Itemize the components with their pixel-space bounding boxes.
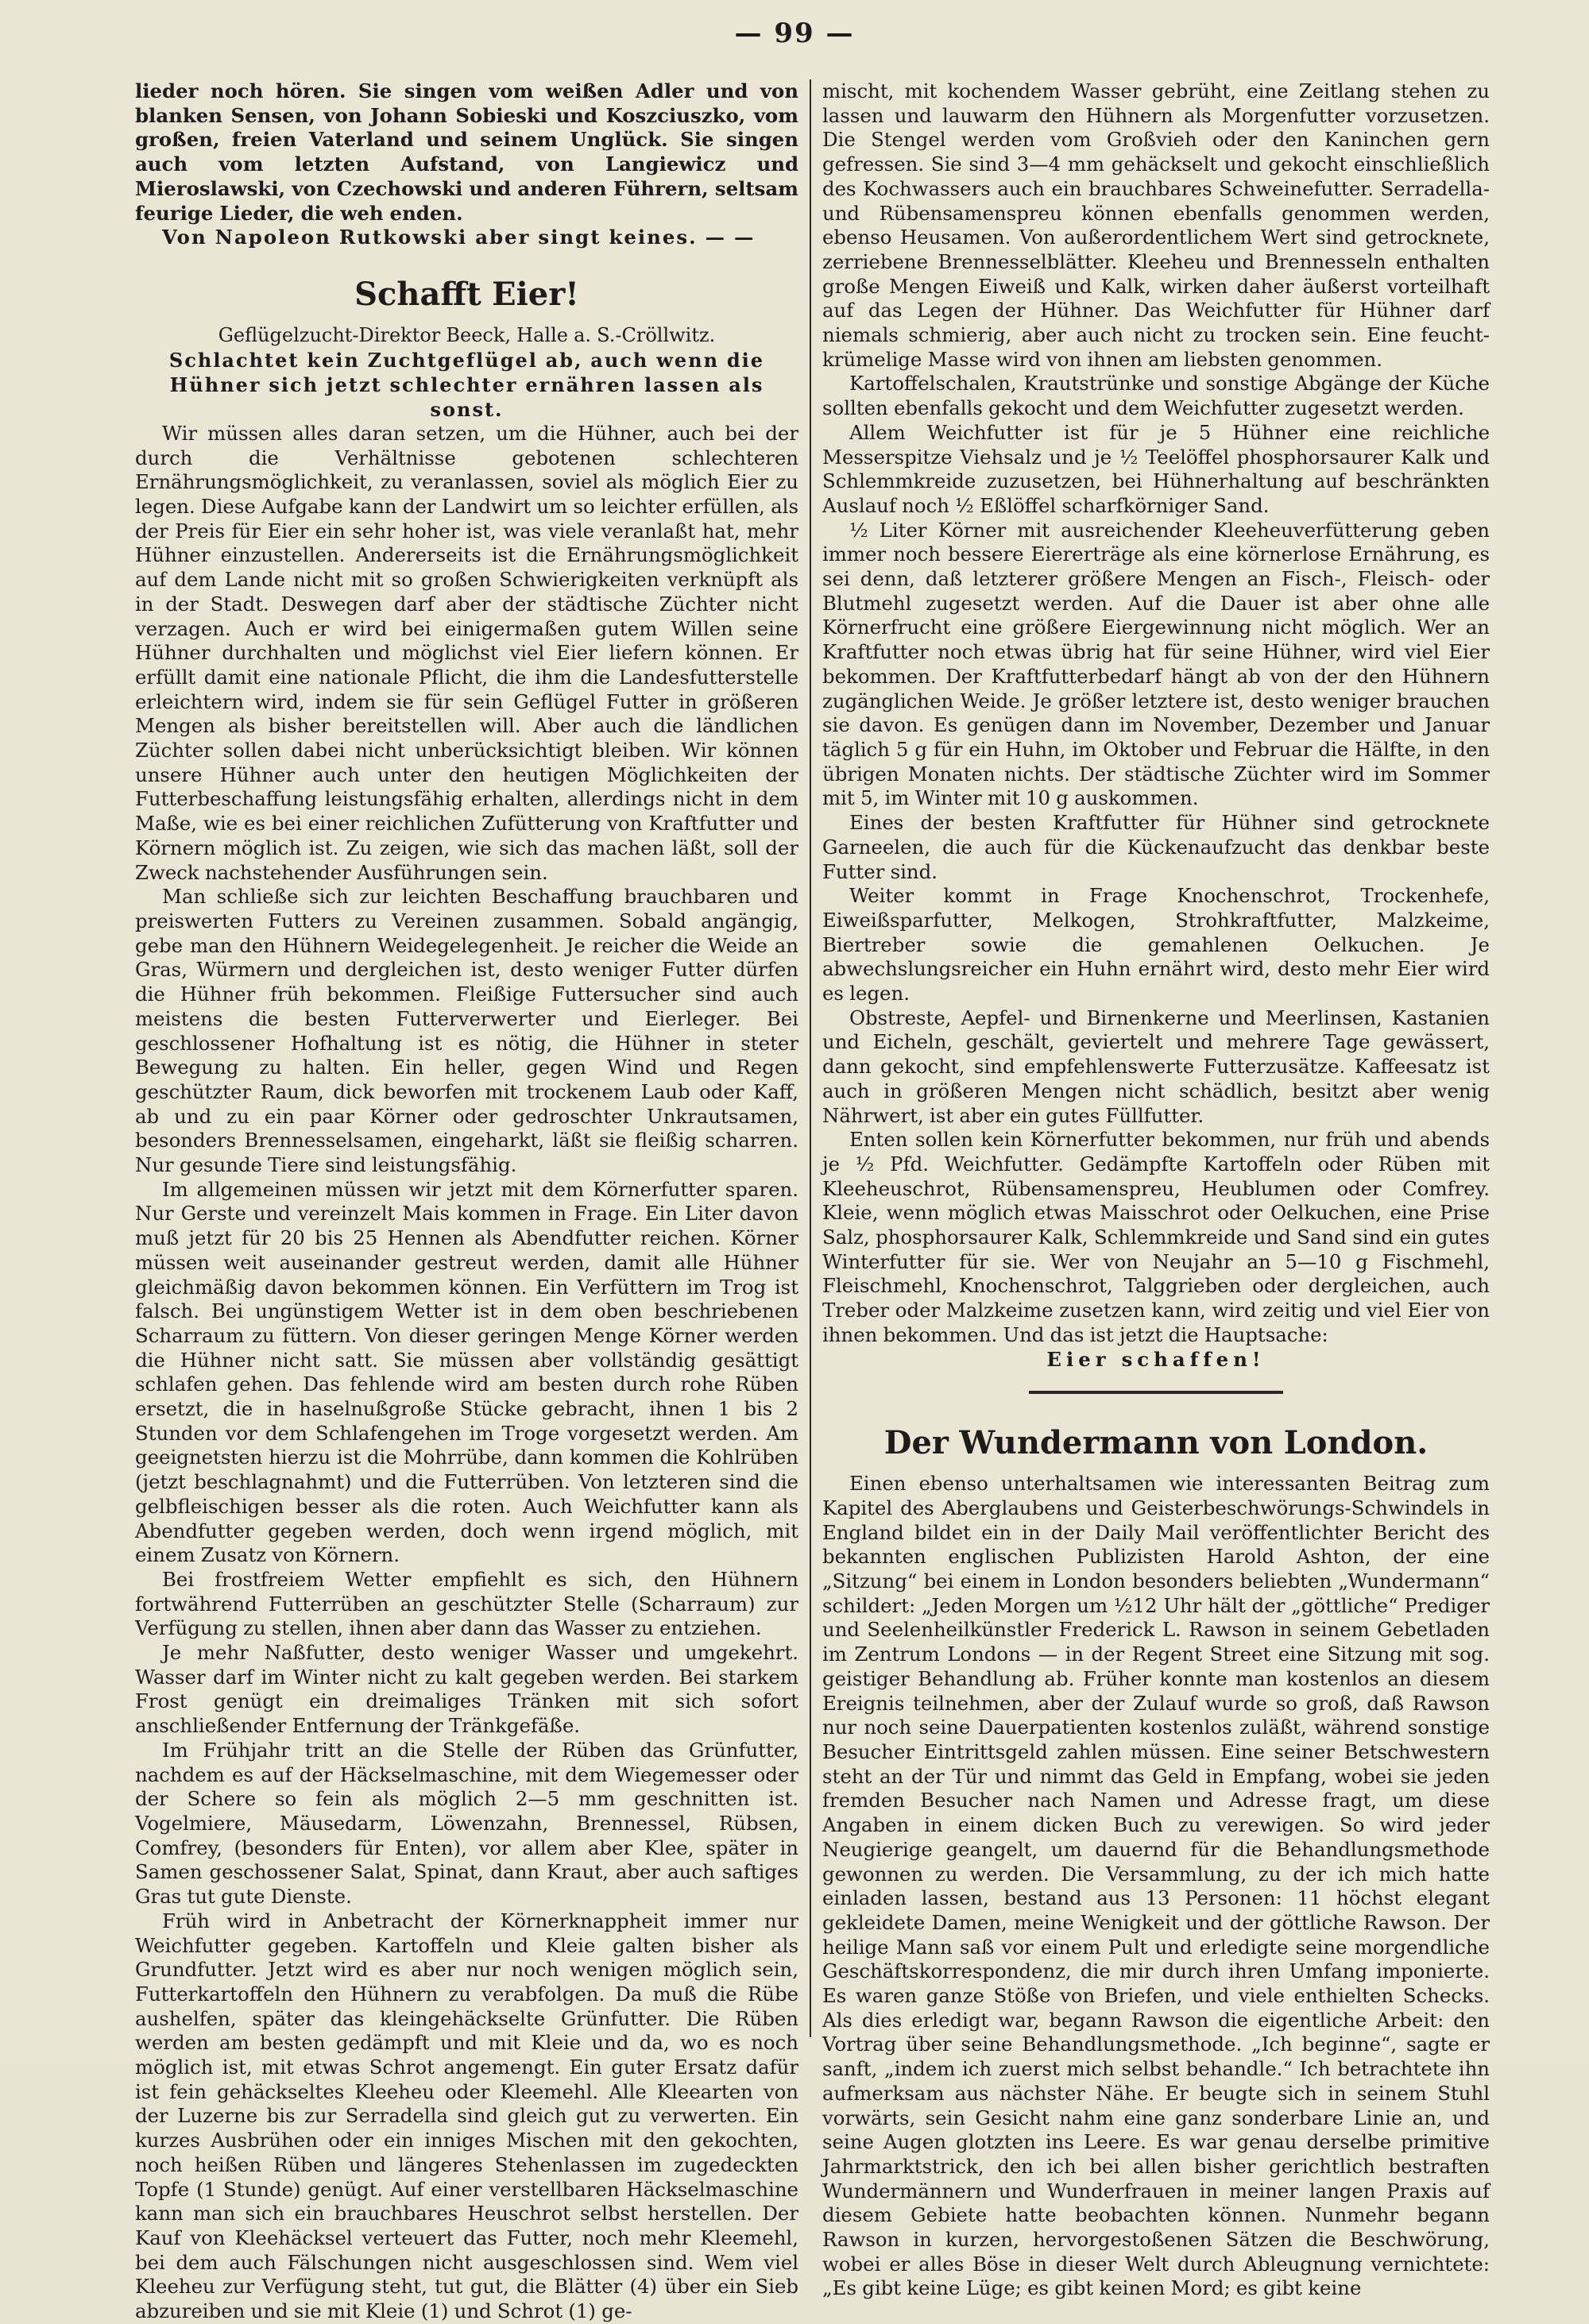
article-lead: Schlachtet kein Zuchtgeflügel ab, auch wenn die Hühner sich jetzt schlechter ernähren lassen als sonst. (168, 348, 765, 421)
page-number: — 99 — (734, 17, 855, 49)
closing-line: Eier schaffen! (1046, 1347, 1266, 1371)
intro-paragraph: lieder noch hören. Sie singen vom weißen Adler und von blanken Sensen, von Johann Sobieski und Koszciuszko, vom großen, freien Vaterland und seinem Unglück. Sie singen auch vom letzten Aufstand, von Langiewicz und Mieroslawski, von Czechowski und anderen Führern, seltsam feurige Lieder, die weh enden. (135, 79, 798, 225)
article-paragraph: Früh wird in Anbetracht der Körnerknappheit immer nur Weichfutter gegeben. Kartoffeln und Kleie galten bisher als Grundfutter. Jetzt wird es aber nur noch wenigen möglich sein, Futterkartoffeln den Hühnern zu verabfolgen. Da muß die Rübe aushelfen, später das kleingehäckselte Grünfutter. Die Rüben werden am besten gedämpft und mit Kleie und da, wo es noch möglich ist, mit etwas Schrot angemengt. Ein guter Ersatz dafür ist fein gehäckseltes Kleeheu oder Kleemehl. Alle Kleearten von der Luzerne bis zur Serradella sind gleich gut zu verwerten. Ein kurzes Ausbrühen oder ein inniges Mischen mit den gekochten, noch heißen Rüben und längeres Stehenlassen im zugedeckten Topfe (1 Stunde) genügt. Auf einer verstellbaren Häckselmaschine kann man sich ein brauchbares Heuschrot selbst herstellen. Der Kauf von Kleehäcksel verteuert das Futter, noch mehr Kleemehl, bei dem auch Fälschungen nicht ausgeschlossen sind. Wem viel Kleeheu zur Verfügung steht, tut gut, die Blätter (4) über ein Sieb abzureiben und sie mit Kleie (1) und Schrot (1) ge- (135, 1909, 798, 2323)
continuation-paragraph: Weiter kommt in Frage Knochenschrot, Trockenhefe, Eiweißsparfutter, Melkogen, Strohkraftfutter, Malzkeime, Biertreber sowie die gemahlenen Oelkuchen. Je abwechslungsreicher ein Huhn ernährt wird, desto mehr Eier wird es legen. (822, 884, 1490, 1006)
article-paragraph: Wir müssen alles daran setzen, um die Hühner, auch bei der durch die Verhältnisse gebotenen schlechteren Ernährungsmöglichkeit, zu veranlassen, soviel als möglich Eier zu legen. Diese Aufgabe kann der Landwirt um so leichter erfüllen, als der Preis für Eier ein sehr hoher ist, was viele veranlaßt hat, mehr Hühner einzustellen. Andererseits ist die Ernährungsmöglichkeit auf dem Lande nicht mit so großen Schwierigkeiten verknüpft als in der Stadt. Deswegen darf aber der städtische Züchter nicht verzagen. Auch er wird bei einigermaßen gutem Willen seine Hühner durchhalten und möglichst viel Eier liefern können. Er erfüllt damit eine nationale Pflicht, die ihm die Landesfutterstelle erleichtern wird, indem sie für sein Geflügel Futter in größeren Mengen als bisher bereitstellen will. Aber auch die ländlichen Züchter sollen dabei nicht unberücksichtigt bleiben. Wir können unsere Hühner auch unter den heutigen Möglichkeiten der Futterbeschaffung leistungsfähig erhalten, allerdings nicht in dem Maße, wie es bei einer reichlichen Zufütterung von Kraftfutter und Körnern möglich ist. Zu zeigen, wie sich das machen läßt, soll der Zweck nachstehender Ausführungen sein. (135, 421, 798, 884)
continuation-paragraph: Eines der besten Kraftfutter für Hühner sind getrocknete Garneelen, die auch für die Kückenaufzucht das denkbar beste Futter sind. (822, 811, 1490, 883)
intro-paragraph-end: Von Napoleon Rutkowski aber singt keines. — — (162, 226, 756, 249)
continuation-paragraph: Allem Weichfutter ist für je 5 Hühner eine reichliche Messerspitze Viehsalz und je ½ Teelöffel phosphorsaurer Kalk und Schlemmkreide zuzusetzen, bei Hühnerhaltung auf beschränkten Auslauf noch ½ Eßlöffel scharfkörniger Sand. (822, 420, 1490, 517)
article-byline: Geflügelzucht-Direktor Beeck, Halle a. S.-Cröllwitz. (218, 323, 716, 346)
article-paragraph: Bei frostfreiem Wetter empfiehlt es sich, den Hühnern fortwährend Futterrüben an geschützter Stelle (Scharraum) zur Verfügung zu stellen, ihnen aber dann das Wasser zu entziehen. (135, 1567, 798, 1640)
continuation-paragraph: Enten sollen kein Körnerfutter bekommen, nur früh und abends je ½ Pfd. Weichfutter. Gedämpfte Kartoffeln oder Rüben mit Kleeheuschrot, Rübensamenspreu, Heublumen oder Comfrey. Kleie, wenn möglich etwas Maisschrot oder Oelkuchen, eine Prise Salz, phosphorsaurer Kalk, Schlemmkreide und Sand sind ein gutes Winterfutter für sie. Wer von Neujahr an 5—10 g Fischmehl, Fleischmehl, Knochenschrot, Talggrieben oder dergleichen, auch Treber oder Malzkeime zusetzen kann, wird zeitig und viel Eier von ihnen bekommen. Und das ist jetzt die Hauptsache: (822, 1128, 1490, 1346)
article-paragraph: Je mehr Naßfutter, desto weniger Wasser und umgekehrt. Wasser darf im Winter nicht zu kalt gegeben werden. Bei starkem Frost genügt ein dreimaliges Tränken mit sich sofort anschließender Entfernung der Tränkgefäße. (135, 1641, 798, 1738)
continuation-paragraph: Kartoffelschalen, Krautstrünke und sonstige Abgänge der Küche sollten ebenfalls gekocht und dem Weichfutter zugesetzt werden. (822, 372, 1490, 420)
right-column (822, 79, 1490, 2300)
continuation-paragraph: Obstreste, Aepfel- und Birnenkerne und Meerlinsen, Kastanien und Eicheln, geschält, geviertelt und mehrere Tage gewässert, dann gekocht, sind empfehlenswerte Futterzusätze. Kaffeesatz ist auch in größeren Mengen nicht schädlich, besitzt aber wenig Nährwert, ist aber ein gutes Füllfutter. (822, 1006, 1490, 1127)
article-title-schafft-eier: Schafft Eier! (354, 275, 579, 313)
article-title-wundermann: Der Wundermann von London. (883, 1424, 1429, 1462)
article-paragraph: Man schließe sich zur leichten Beschaffung brauchbaren und preiswerten Futters zu Vereinen zusammen. Sobald angängig, gebe man den Hühnern Weidegelegenheit. Je reicher die Weide an Gras, Würmern und dergleichen ist, desto weniger Futter dürfen die Hühner früh bekommen. Fleißige Futtersucher sind auch meistens die besten Futterverwerter und Eierleger. Bei geschlossener Hofhaltung ist es nötig, die Hühner in steter Bewegung zu halten. Ein heller, gegen Wind und Regen geschützter Raum, dick beworfen mit trockenem Laub oder Kaff, ab und zu ein paar Körner oder gedroschter Unkrautsamen, besonders Brennesselsamen, eingeharkt, läßt sie fleißig scharren. Nur gesunde Tiere sind leistungsfähig. (135, 885, 798, 1177)
article-paragraph: Einen ebenso unterhaltsamen wie interessanten Beitrag zum Kapitel des Aberglaubens und Geisterbeschwörungs-Schwindels in England bildet ein in der Daily Mail veröffentlichter Bericht des bekannten englischen Publizisten Harold Ashton, der eine „Sitzung“ bei einem in London besonders beliebten „Wundermann“ schildert: „Jeden Morgen um ½12 Uhr hält der „göttliche“ Prediger und Seelenheilkünstler Frederick L. Rawson in seinem Gebetladen im Zentrum Londons — in der Regent Street eine Sitzung mit sog. geistiger Behandlung ab. Früher konnte man kostenlos an diesem Ereignis teilnehmen, aber der Zulauf wurde so groß, daß Rawson nur noch seine Dauerpatienten kostenlos zuläßt, während sonstige Besucher Eintrittsgeld zahlen müssen. Eine seiner Betschwestern steht an der Tür und nimmt das Geld in Empfang, wobei sie jeden fremden Besucher nach Namen und Adresse fragt, um diese Angaben in einem dicken Buch zu verewigen. So wird jeder Neugierige geangelt, um dauernd für die Behandlungsmethode gewonnen zu werden. Die Versammlung, zu der ich mich hatte einladen lassen, bestand aus 13 Personen: 11 höchst elegant gekleidete Damen, meine Wenigkeit und der göttliche Rawson. Der heilige Mann saß vor einem Pult und erledigte seine morgendliche Geschäftskorrespondenz, die mir durch ihren Umfang imponierte. Es waren ganze Stöße von Briefen, und viele enthielten Schecks. Als dies erledigt war, begann Rawson die eigentliche Arbeit: den Vortrag über seine Behandlungsmethode. „Ich beginne“, sagte er sanft, „indem ich zuerst mich selbst behandle.“ Ich betrachtete ihn aufmerksam aus nächster Nähe. Er beugte sich in seinem Stuhl vorwärts, sein Gesicht nahm eine ganz sonderbare Linie an, und seine Augen glotzten ins Leere. Es war genau derselbe primitive Jahrmarktstrick, den ich bei allen bisher gerichtlich bestraften Wundermännern und Wunderfrauen in meiner langen Praxis auf diesem Gebiete hatte beobachten können. Nunmehr begann Rawson in kurzen, hervorgestoßenen Sätzen die Beschwörung, wobei er alles Böse in dieser Welt durch Ableugnung vernichtete: „Es gibt keine Lüge; es gibt keinen Mord; es gibt keine (822, 1472, 1490, 2300)
column-divider (810, 79, 811, 2037)
continuation-paragraph: ½ Liter Körner mit ausreichender Kleeheuverfütterung geben immer noch bessere Eiererträge als eine körnerlose Ernährung, es sei denn, daß letzterer größere Mengen an Fisch-, Fleisch- oder Blutmehl zugesetzt werden. Auf die Dauer ist aber ohne alle Körnerfrucht eine größere Eiergewinnung nicht möglich. Wer an Kraftfutter noch etwas übrig hat für seine Hühner, wird viel Eier bekommen. Der Kraftfutterbedarf hängt ab von der den Hühnern zugänglichen Weide. Je größer letztere ist, desto weniger brauchen sie davon. Es genügen dann im November, Dezember und Januar täglich 5 g für ein Huhn, im Oktober und Februar die Hälfte, in den übrigen Monaten nichts. Der städtische Züchter wird im Sommer mit 5, im Winter mit 10 g auskommen. (822, 518, 1490, 810)
article-paragraph: Im Frühjahr tritt an die Stelle der Rüben das Grünfutter, nachdem es auf der Häckselmaschine, mit dem Wiegemesser oder der Schere so fein als möglich 2—5 mm geschnitten ist. Vogelmiere, Mäusedarm, Löwenzahn, Brennessel, Rübsen, Comfrey, (besonders für Enten), vor allem aber Klee, später in Samen geschossener Salat, Spinat, dann Kraut, aber auch saftiges Gras tut gute Dienste. (135, 1738, 798, 1909)
article-paragraph: Im allgemeinen müssen wir jetzt mit dem Körnerfutter sparen. Nur Gerste und vereinzelt Mais kommen in Frage. Ein Liter davon muß jetzt für 20 bis 25 Hennen als Abendfutter reichen. Körner müssen weit auseinander gestreut werden, damit alle Hühner gleichmäßig davon bekommen können. Ein Verfüttern im Trog ist falsch. Bei ungünstigem Wetter ist in dem oben beschriebenen Scharraum zu füttern. Von dieser geringen Menge Körner werden die Hühner nicht satt. Sie müssen aber vollständig gesättigt schlafen gehen. Das fehlende wird am besten durch rohe Rüben ersetzt, die in haselnußgroße Stücke gebracht, ihnen 1 bis 2 Stunden vor dem Schlafengehen im Troge vorgesetzt werden. Am geeignetsten hierzu ist die Mohrrübe, dann kommen die Kohlrüben (jetzt beschlagnahmt) und die Futterrüben. Von letzteren sind die gelbfleischigen besser als die roten. Auch Weichfutter kann als Abendfutter gegeben werden, doch wenn irgend möglich, mit einem Zusatz von Körnern. (135, 1177, 798, 1567)
left-column (135, 79, 798, 2323)
continuation-paragraph: mischt, mit kochendem Wasser gebrüht, eine Zeitlang stehen zu lassen und lauwarm den Hühnern als Morgenfutter vorzusetzen. Die Stengel werden vom Großvieh oder den Kaninchen gern gefressen. Sie sind 3—4 mm gehäckselt und gekocht einschließlich des Kochwassers auch ein brauchbares Schweinefutter. Serradella- und Rübensamenspreu können ebenfalls genommen werden, ebenso Heusamen. Von außerordentlichem Wert sind getrocknete, zerriebene Brennesselblätter. Kleeheu und Brennesseln enthalten große Mengen Eiweiß und Kalk, wirken daher äußerst vorteilhaft auf das Legen der Hühner. Das Weichfutter für Hühner darf niemals schmierig, aber auch nicht zu trocken sein. Eine feucht-krümelige Masse wird von ihnen am liebsten genommen. (822, 79, 1490, 371)
article-separator-rule (1029, 1391, 1283, 1394)
